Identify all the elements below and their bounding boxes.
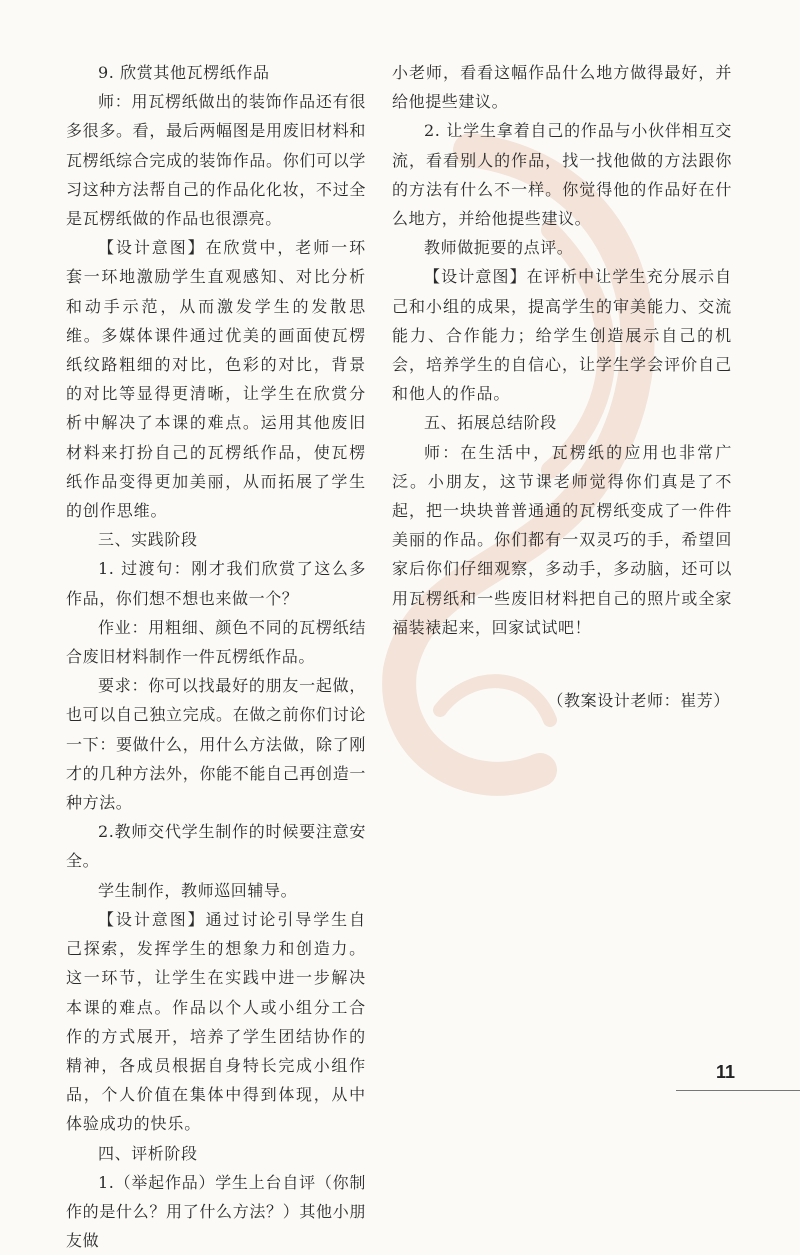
paragraph: 2. 让学生拿着自己的作品与小伙伴相互交流，看看别人的作品，找一找他做的方法跟你的方法有什么不一样。你觉得他的作品好在什么地方，并给他提些建议。: [392, 121, 732, 229]
design-intent-paragraph: 【设计意图】在评析中让学生充分展示自己和小组的成果，提高学生的审美能力、交流能力、合作能力；给学生创造展示自己的机会，培养学生的自信心，让学生学会评价自己和他人的作品。: [392, 267, 732, 404]
paragraph: 五、拓展总结阶段: [424, 413, 557, 433]
paragraph: 学生制作，教师巡回辅导。: [98, 880, 298, 900]
paragraph: 教师做扼要的点评。: [424, 238, 574, 258]
footer-rule: [676, 1090, 800, 1091]
paragraph: 小老师，看看这幅作品什么地方做得最好，并给他提些建议。: [392, 63, 732, 112]
paragraph: 三、实践阶段: [98, 530, 198, 550]
paragraph: 师：用瓦楞纸做出的装饰作品还有很多很多。看，最后两幅图是用废旧材料和瓦楞纸综合完成的装饰作品。你们可以学习这种方法帮自己的作品化化妆，不过全是瓦楞纸做的作品也很漂亮。: [66, 92, 366, 229]
right-text-column: [392, 58, 732, 715]
design-intent-paragraph: 【设计意图】在欣赏中，老师一环套一环地激励学生直观感知、对比分析和动手示范，从而激发学生的发散思维。多媒体课件通过优美的画面使瓦楞纸纹路粗细的对比，色彩的对比，背景的对比等显得更清晰，让学生在欣赏分析中解决了本课的难点。运用其他废旧材料来打扮自己的瓦楞纸作品，使瓦楞纸作品变得更加美丽，从而拓展了学生的创作思维。: [66, 238, 366, 521]
paragraph: 1. 过渡句：刚才我们欣赏了这么多作品，你们想不想也来做一个？: [66, 559, 366, 608]
design-intent-paragraph: 【设计意图】通过讨论引导学生自己探索，发挥学生的想象力和创造力。这一环节，让学生在实践中进一步解决本课的难点。作品以个人或小组分工合作的方式展开，培养了学生团结协作的精神，各成员根据自身特长完成小组作品，个人价值在集体中得到体现，从中体验成功的快乐。: [66, 909, 366, 1134]
paragraph: 四、评析阶段: [98, 1143, 198, 1163]
left-text-column: [66, 58, 366, 1255]
paragraph: 9. 欣赏其他瓦楞纸作品: [98, 63, 270, 82]
paragraph: 作业：用粗细、颜色不同的瓦楞纸结合废旧材料制作一件瓦楞纸作品。: [66, 617, 366, 667]
designer-signature: （教案设计老师：崔芳）: [547, 691, 730, 711]
page-number: 11: [716, 1062, 736, 1082]
paragraph: 2.教师交代学生制作的时候要注意安全。: [66, 822, 366, 871]
paragraph: 1.（举起作品）学生上台自评（你制作的是什么？用了什么方法？）其他小朋友做: [66, 1172, 366, 1251]
paragraph: 要求：你可以找最好的朋友一起做，也可以自己独立完成。在做之前你们讨论一下：要做什么，用什么方法做，除了刚才的几种方法外，你能不能自己再创造一种方法。: [66, 676, 366, 813]
paragraph: 师：在生活中，瓦楞纸的应用也非常广泛。小朋友，这节课老师觉得你们真是了不起，把一块块普普通通的瓦楞纸变成了一件件美丽的作品。你们都有一双灵巧的手，希望回家后你们仔细观察，多动手，多动脑，还可以用瓦楞纸和一些废旧材料把自己的照片或全家福装裱起来，回家试试吧！: [392, 442, 732, 637]
